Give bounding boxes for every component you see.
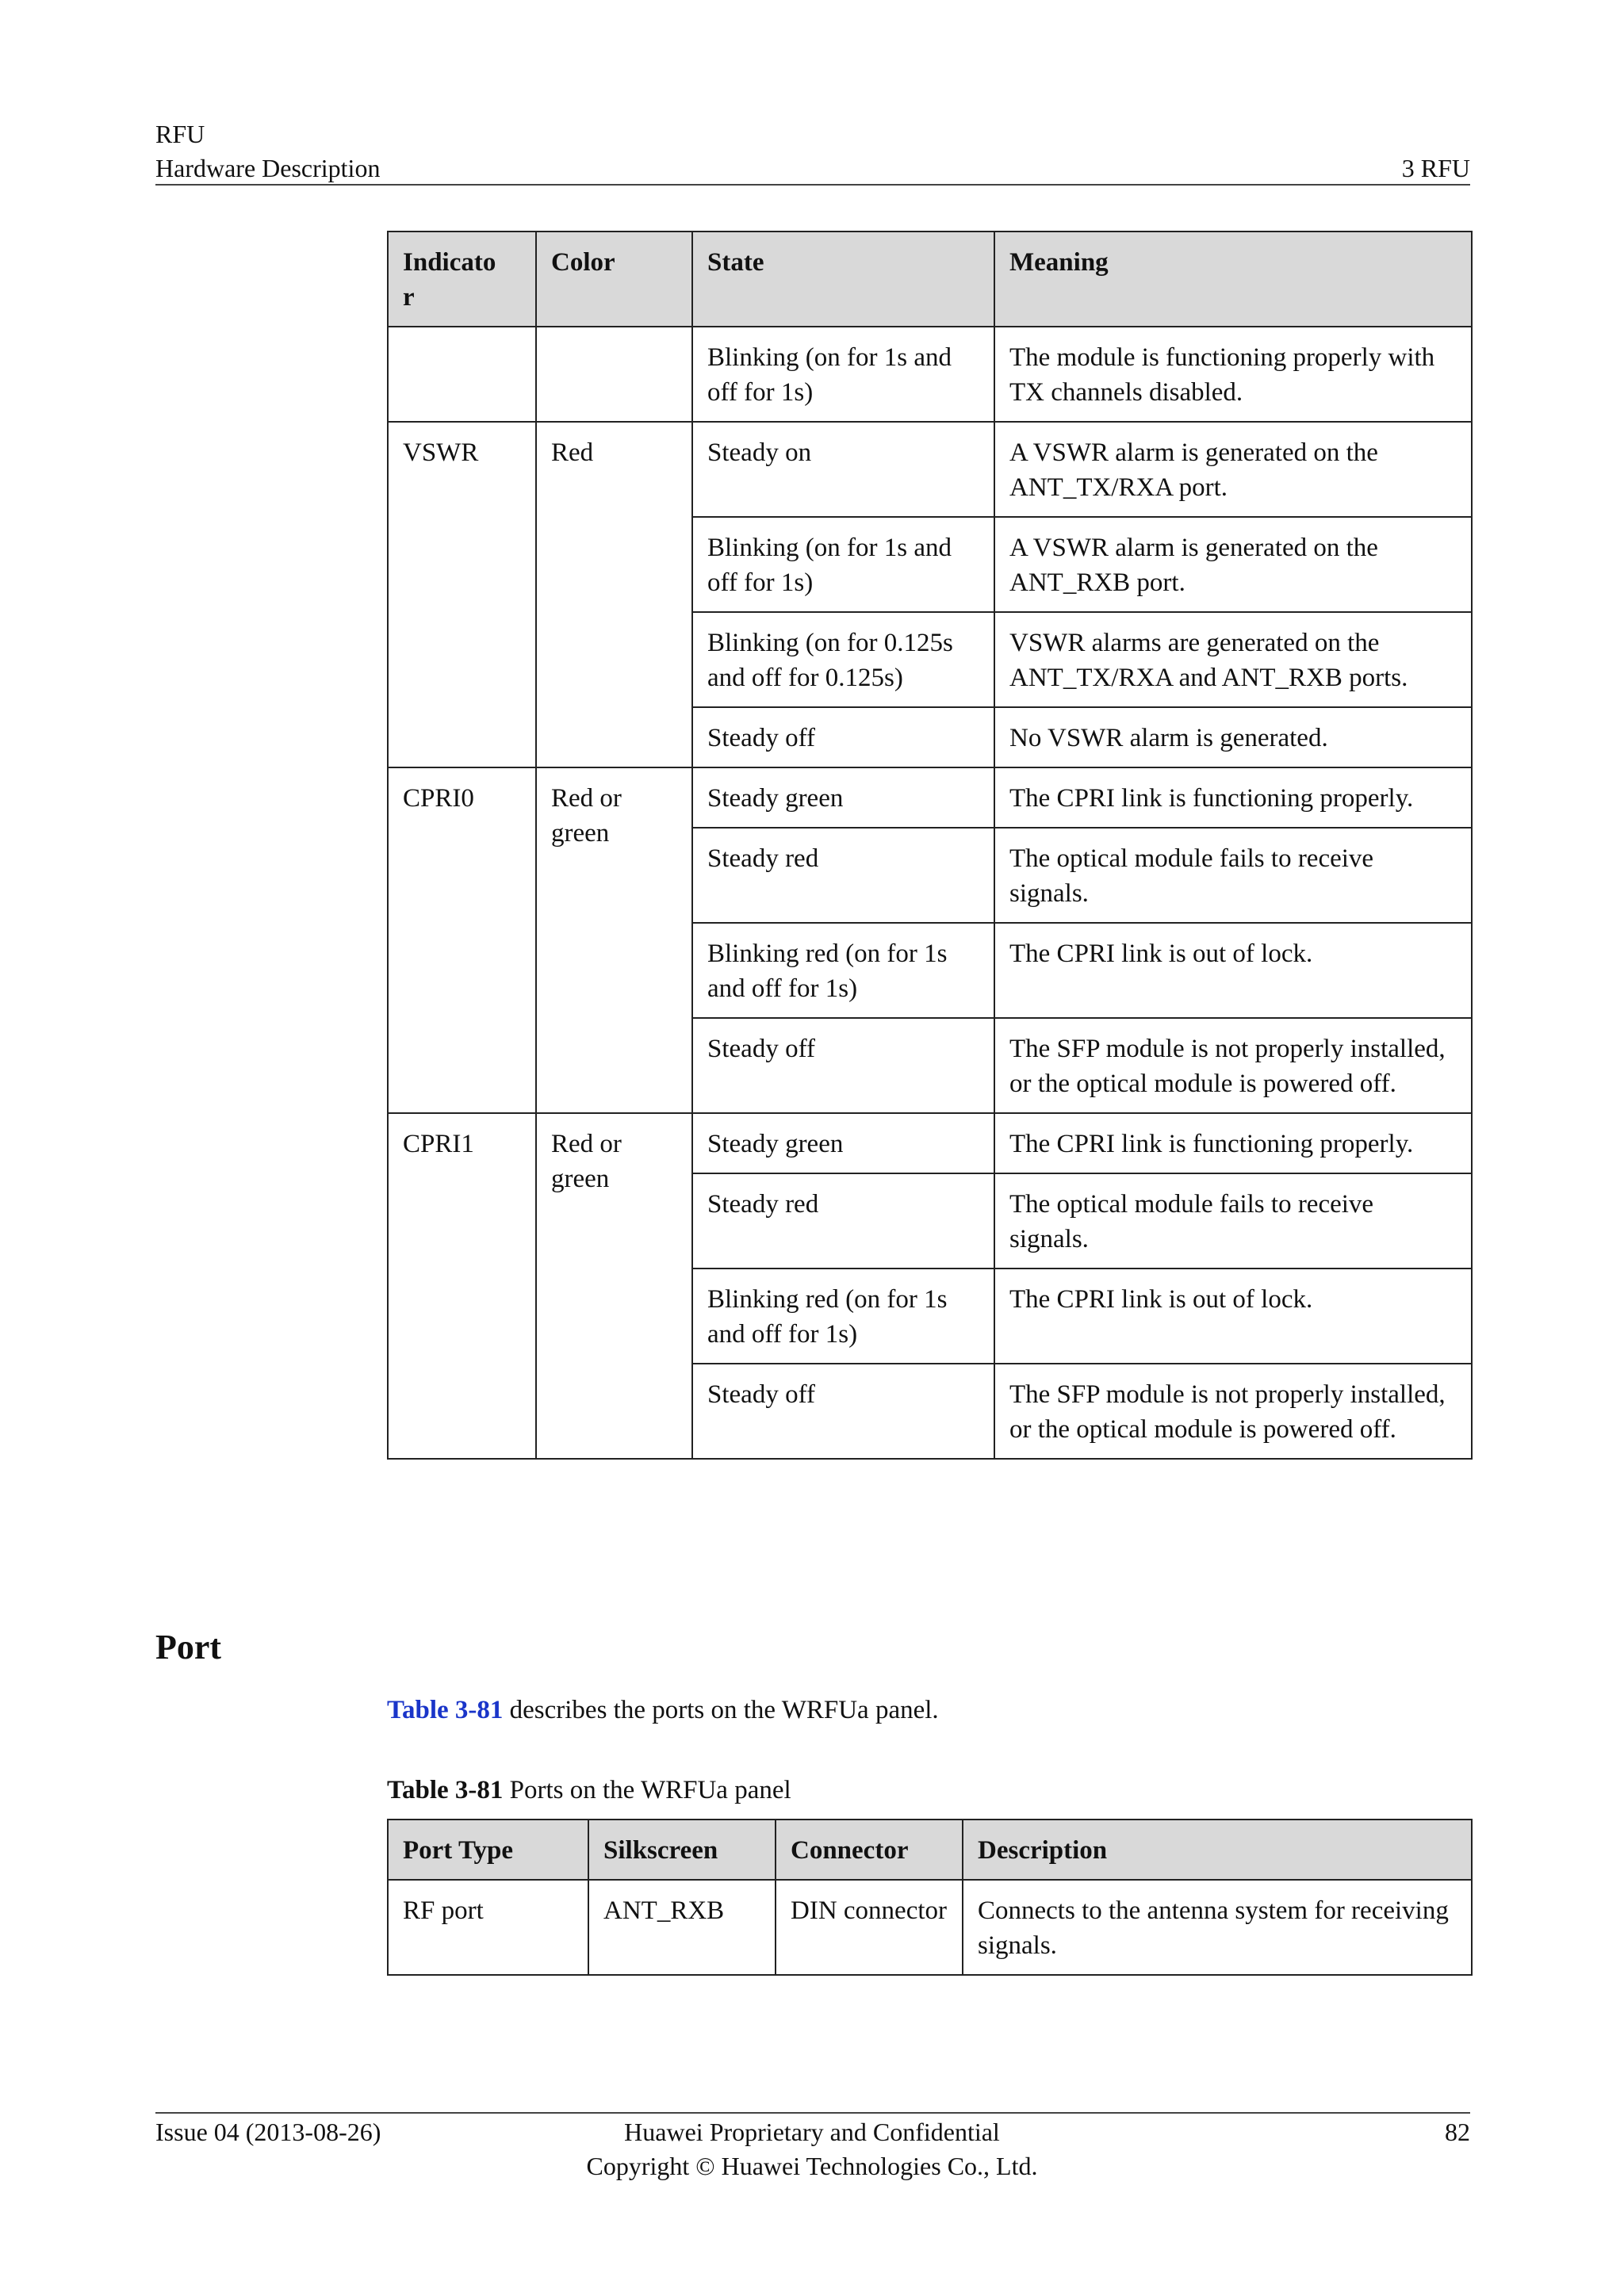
column-header-indicator: Indicato r: [388, 232, 536, 327]
silkscreen-cell: ANT_RXB: [588, 1880, 776, 1975]
header-rule: [155, 184, 1470, 186]
column-header-connector: Connector: [776, 1820, 963, 1880]
meaning-cell: The CPRI link is out of lock.: [994, 923, 1472, 1018]
state-cell: Blinking red (on for 1s and off for 1s): [692, 923, 994, 1018]
table-caption: [387, 1773, 791, 1808]
meaning-cell: A VSWR alarm is generated on the ANT_TX/RXA port.: [994, 422, 1472, 517]
state-cell: Steady green: [692, 767, 994, 828]
table-row: [388, 422, 1472, 517]
port-type-cell: RF port: [388, 1880, 588, 1975]
table-row: [388, 327, 1472, 422]
meaning-cell: A VSWR alarm is generated on the ANT_RXB port.: [994, 517, 1472, 612]
state-cell: Steady red: [692, 828, 994, 923]
footer-issue: Issue 04 (2013-08-26): [155, 2118, 381, 2146]
intro-text: describes the ports on the WRFUa panel.: [503, 1696, 939, 1724]
indicator-cell: [388, 327, 536, 422]
table-row: [388, 1113, 1472, 1173]
table-row: [388, 1880, 1472, 1975]
meaning-cell: The optical module fails to receive signals.: [994, 1173, 1472, 1269]
meaning-cell: The SFP module is not properly installed, or the optical module is powered off.: [994, 1018, 1472, 1113]
column-header-meaning: Meaning: [994, 232, 1472, 327]
indicator-cell: VSWR: [388, 422, 536, 767]
meaning-cell: The CPRI link is functioning properly.: [994, 767, 1472, 828]
footer-copyright-line: Copyright © Huawei Technologies Co., Ltd.: [586, 2152, 1038, 2180]
meaning-cell: VSWR alarms are generated on the ANT_TX/RXA and ANT_RXB ports.: [994, 612, 1472, 707]
color-cell: Red or green: [536, 1113, 692, 1459]
column-header-description: Description: [963, 1820, 1472, 1880]
indicator-table: [387, 231, 1473, 1460]
caption-text: Ports on the WRFUa panel: [503, 1776, 791, 1804]
table-row: [388, 767, 1472, 828]
header-document-title: Hardware Description: [155, 154, 381, 182]
state-cell: Steady on: [692, 422, 994, 517]
caption-number: Table 3-81: [387, 1776, 504, 1804]
column-header-state: State: [692, 232, 994, 327]
state-cell: Steady off: [692, 1364, 994, 1459]
footer-proprietary-line: Huawei Proprietary and Confidential: [624, 2118, 1000, 2146]
intro-paragraph: [387, 1693, 939, 1728]
header-chapter: 3 RFU: [1401, 154, 1470, 182]
state-cell: Steady off: [692, 1018, 994, 1113]
state-cell: Blinking (on for 1s and off for 1s): [692, 327, 994, 422]
state-cell: Steady off: [692, 707, 994, 767]
table-cross-reference-link[interactable]: Table 3-81: [387, 1696, 504, 1724]
color-cell: Red or green: [536, 767, 692, 1113]
table-header-row: [388, 232, 1472, 327]
running-header: [155, 117, 380, 186]
table-header-row: [388, 1820, 1472, 1880]
state-cell: Blinking (on for 1s and off for 1s): [692, 517, 994, 612]
ports-table: [387, 1819, 1473, 1976]
description-cell: Connects to the antenna system for receiving signals.: [963, 1880, 1472, 1975]
section-heading-port: Port: [155, 1628, 222, 1667]
footer-confidentiality: [416, 2115, 1208, 2183]
header-product: RFU: [155, 120, 205, 148]
color-cell: [536, 327, 692, 422]
meaning-cell: The module is functioning properly with TX channels disabled.: [994, 327, 1472, 422]
meaning-cell: No VSWR alarm is generated.: [994, 707, 1472, 767]
color-cell: Red: [536, 422, 692, 767]
indicator-cell: CPRI0: [388, 767, 536, 1113]
column-header-silkscreen: Silkscreen: [588, 1820, 776, 1880]
state-cell: Blinking (on for 0.125s and off for 0.125s): [692, 612, 994, 707]
state-cell: Steady red: [692, 1173, 994, 1269]
meaning-cell: The CPRI link is out of lock.: [994, 1269, 1472, 1364]
column-header-color: Color: [536, 232, 692, 327]
indicator-cell: CPRI1: [388, 1113, 536, 1459]
footer-rule: [155, 2112, 1470, 2114]
footer-page-number: 82: [1445, 2118, 1470, 2146]
meaning-cell: The optical module fails to receive signals.: [994, 828, 1472, 923]
meaning-cell: The CPRI link is functioning properly.: [994, 1113, 1472, 1173]
state-cell: Steady green: [692, 1113, 994, 1173]
column-header-port-type: Port Type: [388, 1820, 588, 1880]
state-cell: Blinking red (on for 1s and off for 1s): [692, 1269, 994, 1364]
meaning-cell: The SFP module is not properly installed, or the optical module is powered off.: [994, 1364, 1472, 1459]
connector-cell: DIN connector: [776, 1880, 963, 1975]
